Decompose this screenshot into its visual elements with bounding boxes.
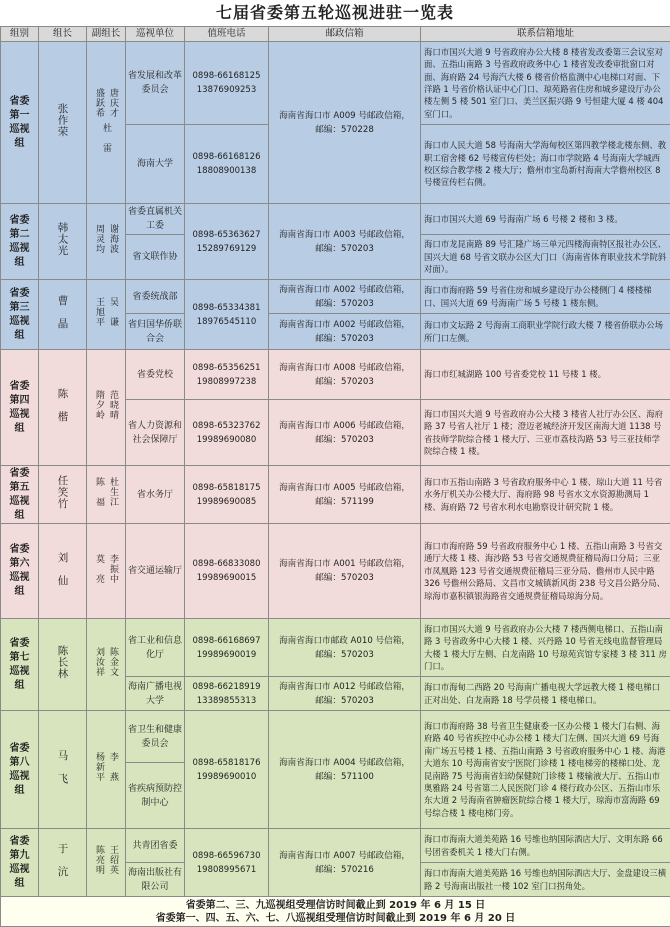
phone-cell [185,466,269,524]
footer-cell [1,897,670,927]
postcode: 邮编：570203 [271,694,418,708]
unit-cell: 省疾病预防控制中心 [126,763,185,829]
deputy-cell [87,711,126,829]
deputy-cell [87,524,126,619]
phone: 15289769129 [185,242,268,256]
header-unit: 巡视单位 [126,27,185,42]
mailbox: 海南省海口市 A003 号邮政信箱， [271,228,418,242]
phone: 13876909253 [185,83,268,97]
deputy-name: 唐庆才 [106,88,120,118]
deputy-name: 杨新平 [92,752,106,782]
unit-cell: 海南大学 [126,125,185,204]
deputy-name: 陈亮明 [92,845,106,875]
header-row [1,27,670,42]
phone-cell [185,42,269,125]
leader-name: 韩太光 [56,222,70,257]
deputy-name: 盛跃希 [92,88,106,118]
postcode: 邮编：570203 [271,648,418,662]
mailbox-cell [269,466,421,524]
deputy-name: 周灵均 [92,224,106,254]
deputy-name: 杜生江 [106,477,120,507]
deputy-cell [87,280,126,350]
phone: 19989690019 [185,648,268,662]
deputy-name: 刘汝祥 [92,647,106,677]
phone: 0898-66833080 [185,557,268,571]
leader-name: 任笑竹 [56,475,70,510]
phone-cell [185,280,269,350]
address-cell: 海口市海南大道美苑路 16 号维也纳国际酒店大厅、金盘建设三横路 2 号海南出版社一楼 102 室门口拐角处。 [421,863,670,897]
address-cell: 海口市五指山南路 3 号省政府服务中心 1 楼、琼山大道 11 号省水务厅机关办公楼大厅、海府路 98 号省水文水资源勘测局 1 楼、海府路 72 号省水利水电勘察设计研究院 1 楼。 [421,466,670,524]
phone: 0898-65363627 [185,228,268,242]
table-row [1,204,670,235]
unit-cell: 省委直属机关工委 [126,204,185,235]
mailbox-cell [269,314,421,350]
leader-name: 马 飞 [56,750,70,785]
phone: 0898-65323762 [185,419,268,433]
table-row [1,711,670,763]
phone-cell [185,125,269,204]
mailbox: 海南省海口市 A007 号邮政信箱， [271,849,418,863]
unit-cell: 省委党校 [126,350,185,400]
unit-cell: 省工业和信息化厅 [126,619,185,677]
mailbox: 海南省海口市 A009 号邮政信箱， [271,109,418,123]
deputy-name: 王绍英 [106,845,120,875]
deputy-cell [87,42,126,204]
address-cell: 海口市海甸二西路 20 号海南广播电视大学远教大楼 1 楼电梯口正对出处、白龙南路 18 号学员楼 1 楼电梯口。 [421,677,670,711]
deadline-note: 省委第二、三、九巡视组受理信访时间截止到 2019 年 6 月 15 日 [1,899,670,912]
mailbox: 海南省海口市 A008 号邮政信箱， [271,361,418,375]
deputy-cell [87,466,126,524]
mailbox-cell [269,711,421,829]
mailbox-cell [269,829,421,897]
postcode: 邮编：570216 [271,863,418,877]
mailbox: 海南省海口市 A001 号邮政信箱， [271,557,418,571]
mailbox: 海南省海口市 A005 号邮政信箱， [271,481,418,495]
unit-cell: 省卫生和健康委员会 [126,711,185,763]
deputy-name: 李振中 [106,554,120,584]
address-cell: 海口市国兴大道 9 号省政府办公大楼 7 楼西侧电梯口、五指山南路 3 号省政务中心大楼 1 楼、兴丹路 10 号省无线电监督管理局大楼 1 楼大厅左侧、白龙南路 10 号琼苑宾馆专家楼 3 楼 311 房门口。 [421,619,670,677]
header-address: 联系信箱地址 [421,27,670,42]
group-name: 省委第六巡视组 [1,524,39,619]
page-title: 七届省委第五轮巡视进驻一览表 [0,0,670,26]
table-row [1,350,670,400]
inspection-table [0,26,670,927]
phone: 0898-66168125 [185,69,268,83]
phone-cell [185,400,269,466]
phone: 19808997238 [185,375,268,389]
header-phone: 值班电话 [185,27,269,42]
table-row [1,42,670,125]
leader-name: 曹 晶 [56,295,70,330]
phone-cell [185,829,269,897]
address-cell: 海口市海府路 59 号省政府服务中心 1 楼、五指山南路 3 号省交通厅大楼 1 楼、海沙路 53 号省交通规费征稽局海口分局；三亚市凤凰路 123 号省交通规费征稽局三亚分局、儋州市人民中路 326 号儋州公路局、文昌市文城镇新风街 238 号文昌公路分局、琼海市嘉积镇银海路省交通规费征稽局琼海分局。 [421,524,670,619]
postcode: 邮编：571100 [271,770,418,784]
unit-cell: 省人力资源和社会保障厅 [126,400,185,466]
phone: 0898-66168697 [185,634,268,648]
deputy-name: 吴 谦 [106,297,120,327]
deputy-name: 王旭平 [92,297,106,327]
group-name: 省委第九巡视组 [1,829,39,897]
leader-cell [39,829,87,897]
postcode: 邮编：570203 [271,433,418,447]
postcode: 邮编：571199 [271,495,418,509]
address-cell: 海口市海府路 38 号省卫生健康委一区办公楼 1 楼大门右侧、海府路 40 号省疾控中心办公楼 1 楼大门左侧、国兴大道 69 号海南广场五号楼 1 楼、五指山南路 3 号省政府服务中心 1 楼、海港大道东 10 号海南省安宁医院门诊楼 1 楼电梯旁的楼梯口处、龙昆南路 75 号海南省妇幼保健院门诊楼 1 楼输液大厅、五指山市奥雅路 24 号省第二人民医院门诊 4 楼行政办公区、五指山市乐东大道 2 号海南省肿瘤医院综合楼 1 楼大厅，琼海市富海路 69 号综合楼 1 楼电梯门旁。 [421,711,670,829]
address-cell: 海口市海南大道美苑路 16 号维也纳国际酒店大厅、文明东路 66 号团省委机关 1 楼大门右侧。 [421,829,670,863]
leader-cell [39,711,87,829]
group-name: 省委第二巡视组 [1,204,39,280]
header-mailbox: 邮政信箱 [269,27,421,42]
table-row [1,466,670,524]
leader-name: 张作荣 [56,103,70,138]
phone: 19989690085 [185,495,268,509]
mailbox-cell [269,619,421,677]
group-name: 省委第五巡视组 [1,466,39,524]
group-name: 省委第七巡视组 [1,619,39,711]
header-group: 组别 [1,27,39,42]
deputy-name: 李 燕 [106,752,120,782]
phone: 18808900138 [185,164,268,178]
table-row [1,829,670,863]
phone: 0898-65356251 [185,361,268,375]
address-cell: 海口市红城湖路 100 号省委党校 11 号楼 1 楼。 [421,350,670,400]
address-cell: 海口市人民大道 58 号海南大学海甸校区第四教学楼北楼东侧、教职工宿舍楼 62 号楼宣传栏处；海口市学院路 4 号海南大学城西校区综合教学楼 2 楼大厅；儋州市宝岛新村海南大学儋州校区 8 号楼宣传栏右侧。 [421,125,670,204]
phone: 19989690010 [185,770,268,784]
deputy-name: 陈 福 [92,477,106,507]
phone: 0898-66596730 [185,849,268,863]
leader-name: 刘 仙 [56,552,70,587]
leader-cell [39,42,87,204]
phone: 0898-66218919 [185,680,268,694]
phone: 19989690015 [185,571,268,585]
phone-cell [185,711,269,829]
phone: 19808995671 [185,863,268,877]
phone: 0898-66168126 [185,150,268,164]
footer-row [1,897,670,927]
deputy-name: 隋夕岭 [92,390,106,420]
group-name: 省委第八巡视组 [1,711,39,829]
deputy-name: 陈金文 [106,647,120,677]
unit-cell: 海南广播电视大学 [126,677,185,711]
leader-cell [39,524,87,619]
table-row [1,280,670,314]
table-row [1,524,670,619]
leader-name: 陈 楷 [56,388,70,423]
deputy-cell [87,619,126,711]
phone: 0898-65818176 [185,756,268,770]
phone: 19989690080 [185,433,268,447]
mailbox-cell [269,524,421,619]
deputy-cell [87,829,126,897]
leader-cell [39,350,87,466]
unit-cell: 省发展和改革委员会 [126,42,185,125]
mailbox-cell [269,42,421,204]
address-cell: 海口市国兴大道 69 号海南广场 6 号楼 2 楼和 3 楼。 [421,204,670,235]
table-row [1,619,670,677]
address-cell: 海口市龙昆南路 89 号汇隆广场三单元四楼海南特区报社办公区、国兴大道 68 号省文联办公区大门口（海南省体育职业技术学院斜对面）。 [421,235,670,280]
deputy-name: 莫 亮 [92,554,106,584]
deputy-name: 谢海波 [106,224,120,254]
leader-name: 于 沆 [56,843,70,878]
unit-cell: 海南出版社有限公司 [126,863,185,897]
unit-cell: 省委统战部 [126,280,185,314]
mailbox-cell [269,677,421,711]
phone: 0898-65334381 [185,301,268,315]
mailbox: 海南省海口市 A006 号邮政信箱， [271,419,418,433]
leader-cell [39,280,87,350]
mailbox: 海南省海口市 A002 号邮政信箱， [271,318,418,332]
group-name: 省委第一巡视组 [1,42,39,204]
header-leader: 组长 [39,27,87,42]
mailbox-cell [269,280,421,314]
unit-cell: 省归国华侨联合会 [126,314,185,350]
deputy-cell [87,204,126,280]
postcode: 邮编：570203 [271,242,418,256]
phone: 0898-65818175 [185,481,268,495]
address-cell: 海口市文坛路 2 号海南工商职业学院行政大楼 7 楼省侨联办公场所门口左侧。 [421,314,670,350]
address-cell: 海口市海府路 59 号省住房和城乡建设厅办公楼侧门 4 楼楼梯口、国兴大道 69 号海南广场 5 号楼 1 楼东侧。 [421,280,670,314]
phone: 13389855313 [185,694,268,708]
group-name: 省委第四巡视组 [1,350,39,466]
deputy-name: 杜 雷 [99,123,113,153]
unit-cell: 省交通运输厅 [126,524,185,619]
deputy-name: 范晓晴 [106,390,120,420]
mailbox: 海南省海口市 A002 号邮政信箱， [271,283,418,297]
unit-cell: 省水务厅 [126,466,185,524]
leader-name: 陈长林 [56,645,70,680]
deadline-note: 省委第一、四、五、六、七、八巡视组受理信访时间截止到 2019 年 6 月 20 日 [1,912,670,925]
mailbox-cell [269,204,421,280]
mailbox-cell [269,400,421,466]
mailbox: 海南省海口市 A004 号邮政信箱， [271,756,418,770]
phone-cell [185,619,269,677]
unit-cell: 省文联作协 [126,235,185,280]
phone-cell [185,677,269,711]
phone-cell [185,204,269,280]
postcode: 邮编：570203 [271,375,418,389]
mailbox: 海南省海口市 A012 号邮政信箱， [271,680,418,694]
unit-cell: 共青团省委 [126,829,185,863]
mailbox-cell [269,350,421,400]
postcode: 邮编：570203 [271,571,418,585]
group-name: 省委第三巡视组 [1,280,39,350]
header-deputy: 副组长 [87,27,126,42]
address-cell: 海口市国兴大道 9 号省政府办公大楼 3 楼省人社厅办公区、海府路 37 号省人社厅 1 楼；澄迈老城经济开发区南海大道 1138 号省技师学院综合楼 1 楼大厅、三亚市荔枝沟路 53 号三亚技师学院综合楼 1 楼。 [421,400,670,466]
leader-cell [39,619,87,711]
mailbox: 海南省海口市邮政 A010 号信箱， [271,634,418,648]
deputy-cell [87,350,126,466]
phone: 18976545110 [185,315,268,329]
phone-cell [185,524,269,619]
postcode: 邮编：570203 [271,332,418,346]
address-cell: 海口市国兴大道 9 号省政府办公大楼 8 楼省发改委第三会议室对面、五指山南路 3 号省政府政务中心 1 楼省发改委审批窗口对面、海府路 24 号海汽大楼 6 楼省价格监测中心电梯口对面、下洋路 1 号省价格认证中心门口、琼苑路省住房和城乡建设厅办公楼左侧 5 楼 501 室门口、美兰区振兴路 9 号恒建大厦 4 楼 404 室门口。 [421,42,670,125]
leader-cell [39,204,87,280]
postcode: 邮编：570228 [271,123,418,137]
phone-cell [185,350,269,400]
postcode: 邮编：570203 [271,297,418,311]
leader-cell [39,466,87,524]
